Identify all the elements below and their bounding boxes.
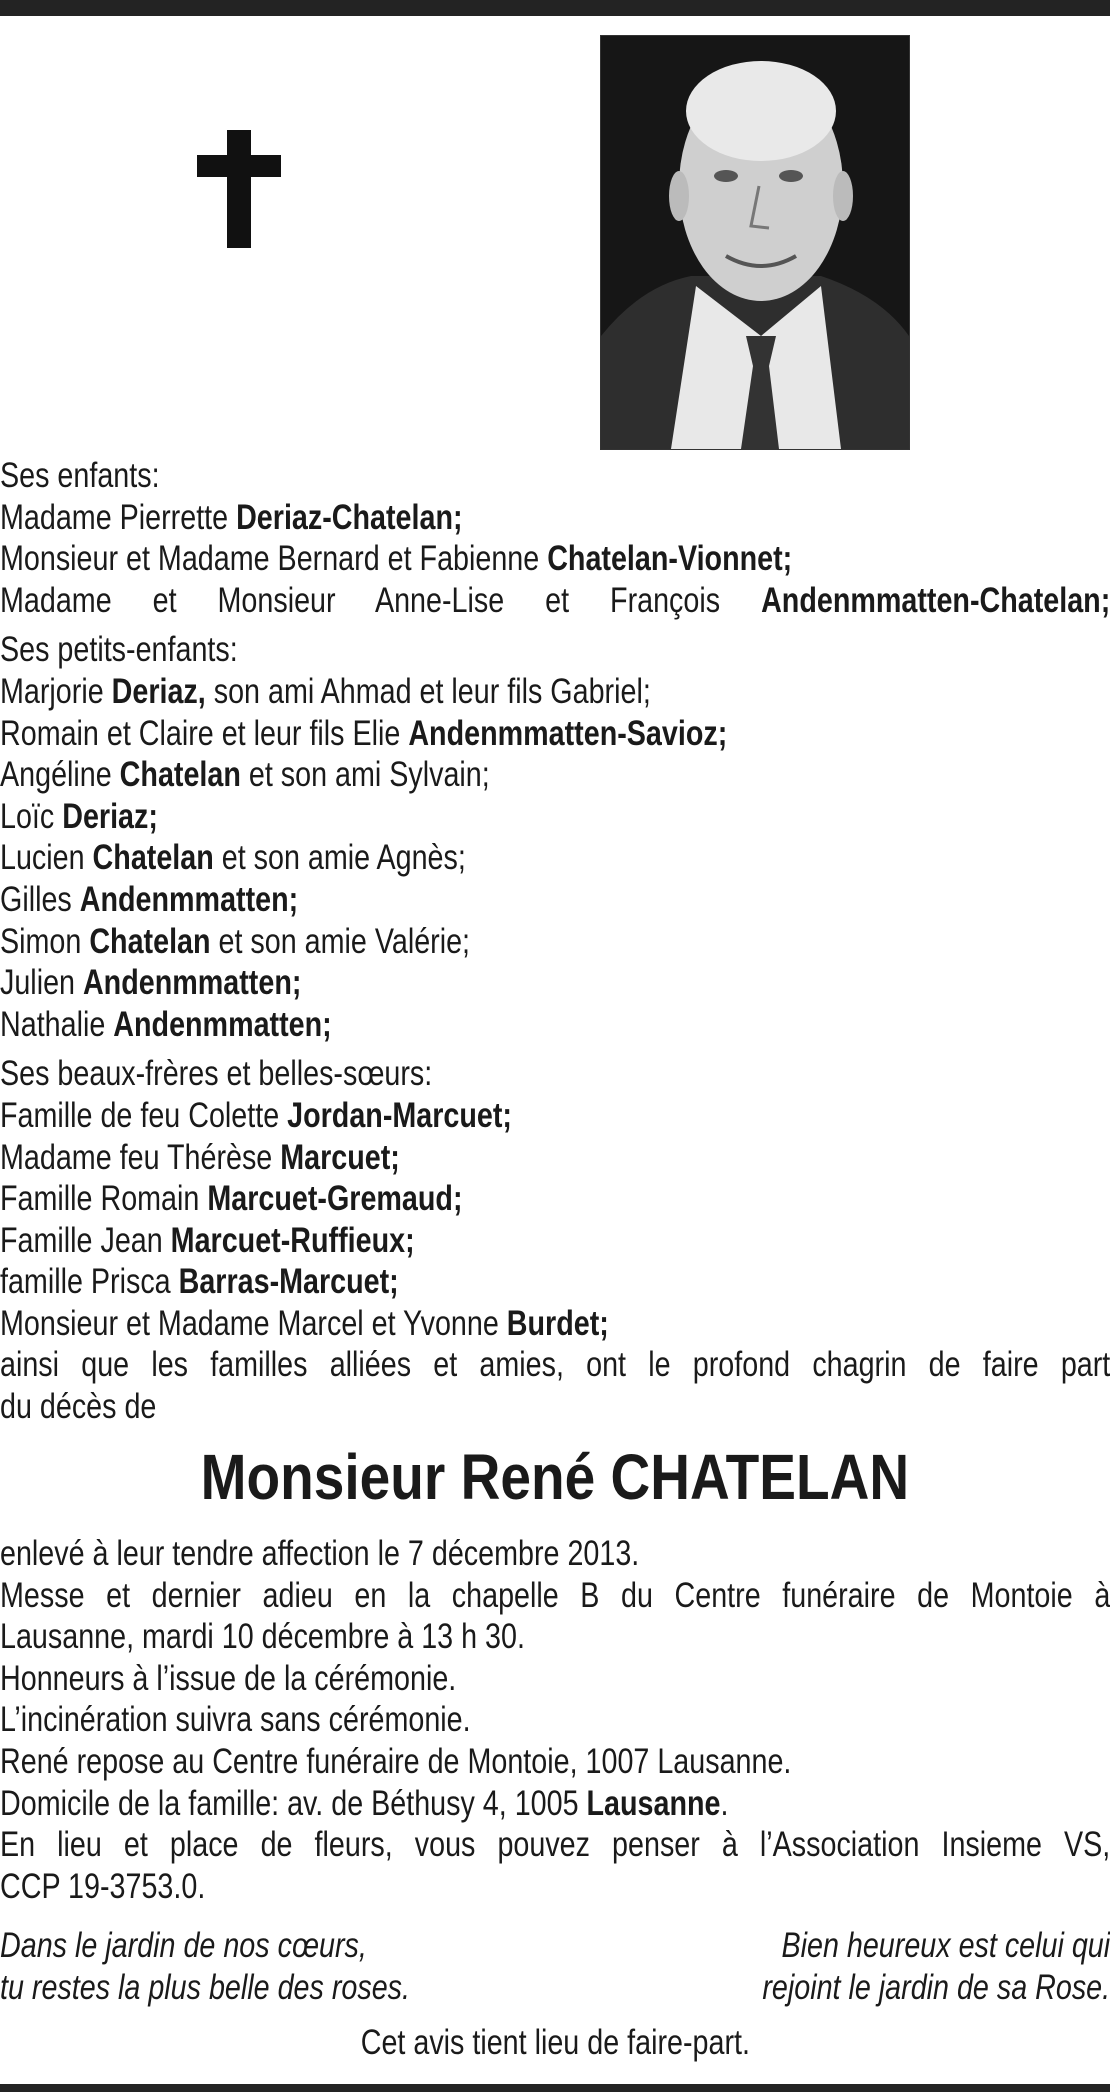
text-line — [0, 671, 1110, 713]
text-segment: Madame feu Thérèse — [0, 1137, 281, 1177]
surname: Andenmmatten-Savioz; — [408, 713, 728, 753]
text-line — [0, 1344, 1110, 1386]
text-line — [0, 1575, 1110, 1617]
text-segment: du décès de — [0, 1387, 157, 1427]
surname: Marcuet; — [280, 1137, 400, 1177]
surname: Andenmmatten; — [79, 879, 299, 919]
text-line — [0, 1178, 1110, 1220]
text-group — [0, 1533, 1110, 1907]
surname: Andenmmatten-Chatelan; — [761, 580, 1110, 620]
text-line — [0, 1741, 1110, 1783]
text-line — [0, 1220, 1110, 1262]
text-segment: Lausanne, mardi 10 décembre à 13 h 30. — [0, 1617, 525, 1657]
text-segment: Domicile de la famille: av. de Béthusy 4, 1005 — [0, 1783, 587, 1823]
surname: Burdet; — [506, 1303, 609, 1343]
ceremony-details — [0, 1533, 1110, 1915]
text-line — [0, 497, 1110, 539]
text-line — [0, 1137, 1110, 1179]
text-line — [0, 1053, 1110, 1095]
text-line — [0, 754, 1110, 796]
surname: Andenmmatten; — [113, 1004, 332, 1044]
text-segment: Nathalie — [0, 1004, 114, 1044]
text-segment: Famille Romain — [0, 1179, 208, 1219]
surname: Marcuet-Gremaud; — [207, 1179, 463, 1219]
text-segment: Monsieur et Madame Bernard et Fabienne — [0, 539, 548, 579]
text-segment: Madame et Monsieur Anne-Lise et François — [0, 580, 762, 620]
text-line — [0, 879, 1110, 921]
surname: Deriaz, — [111, 671, 206, 711]
text-segment: CCP 19-3753.0. — [0, 1866, 206, 1906]
bottom-border — [0, 2084, 1110, 2092]
poem-left-line: tu restes la plus belle des roses. — [0, 1967, 410, 2007]
surname: Chatelan — [119, 755, 241, 795]
surname: Chatelan — [89, 921, 211, 961]
poem-left-line: Dans le jardin de nos cœurs, — [0, 1926, 367, 1965]
surname: Deriaz; — [62, 796, 158, 836]
text-segment: et son amie Agnès; — [213, 838, 466, 878]
surname: Chatelan-Vionnet; — [547, 539, 793, 579]
text-segment: En lieu et place de fleurs, vous pouvez penser à l’Association Insieme VS, — [0, 1825, 1110, 1865]
text-line — [0, 796, 1110, 838]
text-line — [0, 713, 1110, 755]
text-segment: et son ami Sylvain; — [240, 755, 490, 795]
text-segment: Angéline — [0, 755, 120, 795]
surname: Chatelan — [92, 838, 214, 878]
text-segment: Honneurs à l’issue de la cérémonie. — [0, 1658, 457, 1698]
surname: Lausanne — [586, 1783, 721, 1823]
text-line — [0, 580, 1110, 622]
text-segment: et son amie Valérie; — [210, 921, 471, 961]
portrait-photo — [600, 35, 910, 450]
text-line — [0, 1261, 1110, 1303]
text-segment: Ses enfants: — [0, 456, 160, 495]
text-segment: Marjorie — [0, 671, 112, 711]
text-segment: Messe et dernier adieu en la chapelle B du Centre funéraire de Montoie à — [0, 1575, 1110, 1615]
text-line — [0, 1783, 1110, 1825]
surname: Jordan-Marcuet; — [287, 1095, 513, 1135]
text-segment: Romain et Claire et leur fils Elie — [0, 713, 409, 753]
text-line — [0, 1095, 1110, 1137]
text-segment: L’incinération suivra sans cérémonie. — [0, 1700, 471, 1740]
text-segment: Simon — [0, 921, 90, 961]
text-segment: famille Prisca — [0, 1262, 179, 1302]
text-line — [0, 1533, 1110, 1575]
text-segment: Monsieur et Madame Marcel et Yvonne — [0, 1303, 507, 1343]
text-line — [0, 921, 1110, 963]
text-line — [0, 962, 1110, 1004]
poem-right-line: Bien heureux est celui qui — [781, 1926, 1110, 1965]
poem-right-line: rejoint le jardin de sa Rose. — [762, 1967, 1110, 2007]
text-group — [0, 629, 1110, 1045]
poem-left — [0, 1925, 410, 2008]
footer-text: Cet avis tient lieu de faire-part. — [360, 2023, 750, 2062]
text-segment: enlevé à leur tendre affection le 7 décembre 2013. — [0, 1534, 640, 1573]
text-segment: Ses beaux-frères et belles-sœurs: — [0, 1054, 433, 1094]
text-line — [0, 1658, 1110, 1700]
text-segment: Lucien — [0, 838, 93, 878]
text-segment: Ses petits-enfants: — [0, 630, 238, 670]
text-line — [0, 1616, 1110, 1658]
text-group — [0, 455, 1110, 621]
text-line — [0, 455, 1110, 497]
family-list — [0, 455, 1110, 1436]
text-line — [0, 1824, 1110, 1866]
footer-note — [0, 2023, 1110, 2063]
text-group — [0, 1053, 1110, 1427]
text-line — [0, 1386, 1110, 1428]
text-segment: Madame Pierrette — [0, 497, 237, 537]
surname: Marcuet-Ruffieux; — [170, 1220, 415, 1260]
text-segment: Famille Jean — [0, 1220, 171, 1260]
text-segment: René repose au Centre funéraire de Montoie, 1007 Lausanne. — [0, 1741, 792, 1781]
cross-icon — [197, 130, 281, 248]
surname: Deriaz-Chatelan; — [236, 497, 463, 537]
text-line — [0, 629, 1110, 671]
text-line — [0, 1699, 1110, 1741]
deceased-name-block — [0, 1440, 1110, 1514]
surname: Barras-Marcuet; — [178, 1262, 399, 1302]
deceased-name: Monsieur René CHATELAN — [200, 1441, 910, 1513]
text-segment: Famille de feu Colette — [0, 1095, 288, 1135]
text-segment: . — [720, 1783, 729, 1823]
text-segment: son ami Ahmad et leur fils Gabriel; — [205, 671, 651, 711]
text-segment: Loïc — [0, 796, 63, 836]
text-line — [0, 837, 1110, 879]
poem-right — [762, 1925, 1110, 2008]
text-segment: Gilles — [0, 879, 80, 919]
text-line — [0, 1303, 1110, 1345]
text-segment: ainsi que les familles alliées et amies, ont le profond chagrin de faire part — [0, 1345, 1110, 1385]
top-border — [0, 0, 1110, 16]
text-line — [0, 1866, 1110, 1908]
text-line — [0, 538, 1110, 580]
text-segment: Julien — [0, 963, 83, 1003]
surname: Andenmmatten; — [82, 963, 302, 1003]
text-line — [0, 1004, 1110, 1046]
